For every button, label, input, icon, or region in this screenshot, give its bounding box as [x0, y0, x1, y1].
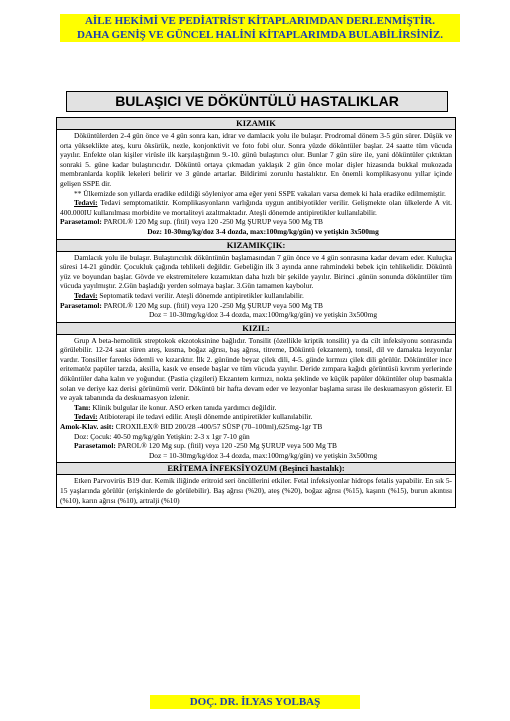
drug-line [60, 422, 452, 432]
content-column [56, 117, 456, 508]
drug-line [60, 217, 452, 227]
author-footer: DOÇ. DR. İLYAS YOLBAŞ [150, 695, 360, 709]
drug-label: Parasetamol: [60, 217, 102, 227]
section-body-kizamik [56, 130, 456, 239]
treatment-text: Tedavi semptomatiktir. Komplikasyonların varlığında uygun antibiyotikler verilir. Gelişmekte olan ülkelerde A vit. 400.000IU kullanılması morbidite ve mortaliteyi azaltmaktadır. Ateşli dönemde antipiretikler kullanılabilir. [60, 198, 452, 217]
treatment-paragraph [60, 412, 452, 422]
dose-line: Doz = 10-30mg/kg/doz 3-4 dozda, max:100mg/kg/gün) ve yetişkin 3x500mg [148, 310, 378, 320]
section-body-kizil [56, 335, 456, 463]
dose-line: Doz: 10-30mg/kg/doz 3-4 dozda, max:100mg/kg/gün) ve yetişkin 3x500mg [147, 226, 379, 236]
drug-line [60, 301, 452, 311]
diagnosis-label: Tanı: [74, 402, 91, 412]
paragraph: ** Ülkemizde son yıllarda eradike edildiği söyleniyor ama eğer yeni SSPE vakaları varsa demek ki hala eradike edilmemiştir. [74, 188, 446, 198]
drug-text: CROXILEX® BID 200/28 -400/57 SÜSP (70–100ml),625mg-1gr TB [113, 422, 323, 432]
treatment-label: Tedavi: [74, 198, 98, 208]
dose-line: Doz = 10-30mg/kg/doz 3-4 dozda, max:100mg/kg/gün) ve yetişkin 3x500mg [148, 450, 378, 460]
drug-label: Parasetamol: [60, 300, 102, 310]
drug-line [60, 441, 452, 451]
section-heading-kizamikcik: KIZAMIKÇIK: [56, 239, 456, 252]
section-heading-kizil: KIZIL: [56, 322, 456, 335]
banner-line-1: AİLE HEKİMİ VE PEDİATRİST KİTAPLARIMDAN DERLENMİŞTİR. [84, 15, 436, 27]
section-body-kizamikcik [56, 252, 456, 322]
paragraph: Damlacık yolu ile bulaşır. Bulaştırıcılık döküntünün başlamasından 7 gün önce ve 4 gün sonrasına kadar devam eder. Kuluçka süresi 14-21 gündür. Çocukluk çağında tehlikeli değildir. Gebeliğin ilk 3 ayında anne rahmindeki bebek için tehlikelidir. Döküntü yüz ve boyundan başlar. Gövde ve ekstremitelere kızamıktan daha hızlı bir şekilde yayılır. Birinci .günün sonunda döküntüler tüm vücuda yayılmıştır. 2.Gün başladığı yerden solmaya başlar. 3.Gün tamamen kaybolur. [60, 252, 452, 291]
paragraph: Etken Parvovirüs B19 dur. Kemik iliğinde eritroid seri öncüllerini etkiler. Fetal infeksiyonlar hidrops fetalis yapabilir. En sık 5-15 yaşlarında görülür (erişkinlerde de görülebilir). Baş ağrısı (%20), ateş (%20), boğaz ağrısı (%15), kaşıntı (%15), burun akıntısı (%10), karın ağrısı (%10), artralji (%10) [60, 476, 452, 505]
section-body-eritema [56, 475, 456, 508]
paragraph: Grup A beta-hemolitik streptokok ekzotoksinine bağlıdır. Tonsilit (özellikle kriptik tonsilit) ya da cilt infeksiyonu sonrasında görülebilir. 12-24 saat süren ateş, kusma, boğaz ağrısı, baş ağrısı, titreme, Döküntü (ekzantem), tonsil, dil ve damakta lezyonlar vardır. Tonsiller farenks ödemli ve kızarıktır. İlk 2. gününde beyaz çilek dili, 4-5. günde kırmızı çilek dili görülür. Döküntüler ince eritematöz papüler tarzda, aksilla, kasık ve ensede başlar ve tüm vücuda yayılır. Deride zımpara kağıdı görüntüsü kıvrım yerlerinde döküntüler daha kalın ve yoğundur. (Pastia çizgileri) Ekzantem kırmızı, nokta şeklinde ve küçük papüler döküntüler olup basmakla solan ve deriye kaz derisi görünümü verir. Döküntü bir hafta devam eder ve lezyonlar başlama sırası ile deskuamasyon gösterir. El ve ayak tabanında da deskuamasyon izlenir. [60, 335, 452, 403]
treatment-paragraph [60, 291, 452, 301]
dose-line: Doz: Çocuk: 40-50 mg/kg/gün Yetişkin: 2-3 x 1gr 7-10 gün [74, 431, 250, 441]
drug-label: Amok-Klav. asit: [60, 422, 114, 432]
paragraph: Döküntülerden 2-4 gün önce ve 4 gün sonra kan, idrar ve damlacık yolu ile bulaşır. Prodromal dönem 3-5 gün sürer. Düşük ve orta yükseklikte ateş, kuru öksürük, nezle, konjonktivit ve foto fobi olur. Sonra yüzde döküntüler başlar. 24 saatte tüm vücuda yayılır. Enfekte olan kişiler virüsle ilk karşılaştığının 9.-10. günü bulaştırıcı olur. Bunlar 7 gün süre ile, yani döküntüler çıktıktan sonraki 5. güne kadar bulaştırıcıdır. Döküntü ortaya çıkmadan yaklaşık 2 gün önce molar dişler hizasında bukkal mukozada membranlarda koplik lekeleri belirir ve 3 günde artarlar. Bildirimi zorunlu hastalıktır. En önemli komplikasyonu yıllar içinde gelişen SSPE dir. [60, 131, 452, 188]
diagnosis-paragraph [60, 403, 452, 413]
treatment-text: Atibioterapi ile tedavi edilir. Ateşli dönemde antipiretikler kullanılabilir. [97, 412, 313, 422]
header-banner [60, 14, 460, 42]
drug-text: PAROL® 120 Mg sup. (fitil) veya 120 -250 Mg ŞURUP veya 500 Mg TB [101, 300, 323, 310]
banner-line-2: DAHA GENİŞ VE GÜNCEL HALİNİ KİTAPLARIMDA BULABİLİRSİNİZ. [76, 29, 444, 41]
treatment-text: Septomatik tedavi verilir. Ateşli dönemde antipiretikler kullanılabilir. [97, 290, 304, 300]
drug-text: PAROL® 120 Mg sup. (fitil) veya 120 -250 Mg ŞURUP veya 500 Mg TB [115, 441, 337, 451]
document-title: BULAŞICI VE DÖKÜNTÜLÜ HASTALIKLAR [66, 91, 448, 112]
diagnosis-text: Klinik bulgular ile konur. ASO erken tanıda yardımcı değildir. [90, 402, 277, 412]
treatment-paragraph [60, 198, 452, 217]
treatment-label: Tedavi: [74, 290, 98, 300]
drug-text: PAROL® 120 Mg sup. (fitil) veya 120 -250 Mg ŞURUP veya 500 Mg TB [101, 217, 323, 227]
treatment-label: Tedavi: [74, 412, 98, 422]
drug-label: Parasetamol: [74, 441, 116, 451]
section-heading-eritema: ERİTEMA İNFEKSİYOZUM (Beşinci hastalık): [56, 462, 456, 475]
section-heading-kizamik: KIZAMIK [56, 117, 456, 130]
